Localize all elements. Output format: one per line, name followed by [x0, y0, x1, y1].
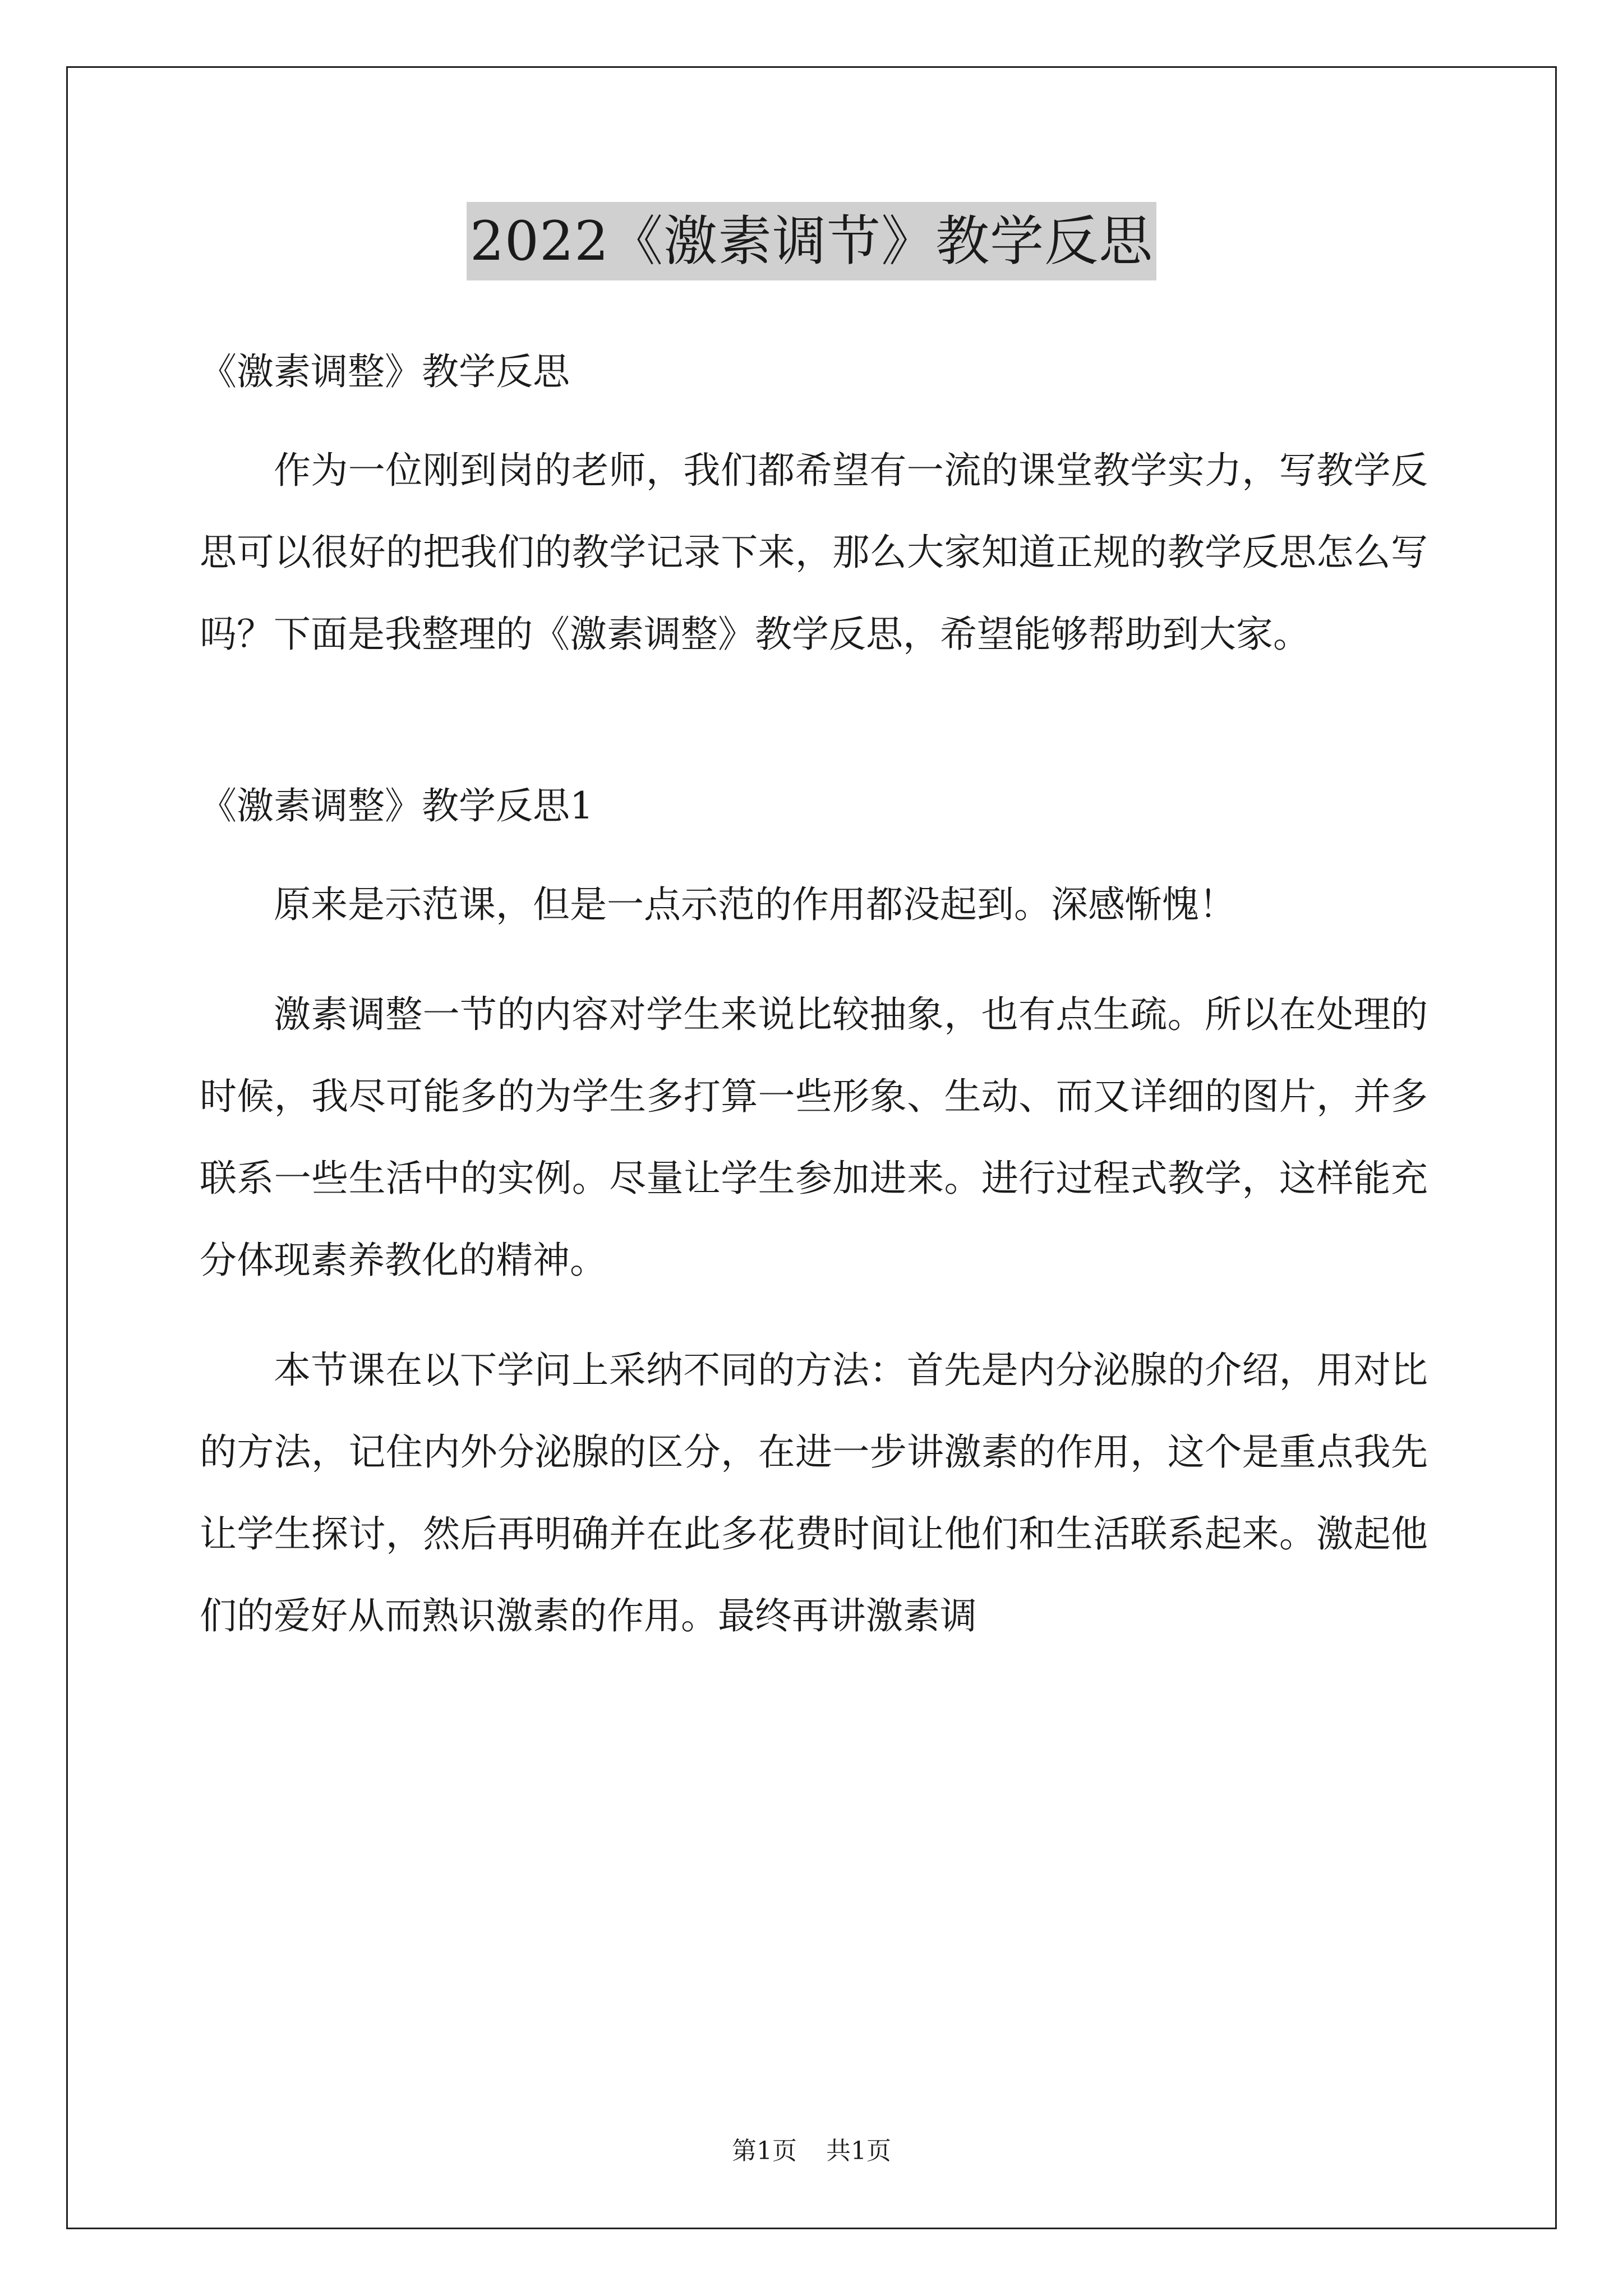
page-total: 共1页	[826, 2137, 891, 2165]
document-subtitle: 《激素调整》教学反思	[200, 350, 570, 393]
page-footer	[0, 2134, 1623, 2168]
page-number: 第1页	[732, 2137, 797, 2165]
intro-paragraph: 作为一位刚到岗的老师，我们都希望有一流的课堂教学实力，写教学反思可以很好的把我们的教学记录下来，那么大家知道正规的教学反思怎么写吗？下面是我整理的《激素调整》教学反思，希望能够帮助到大家。	[200, 449, 1428, 656]
body-paragraph: 激素调整一节的内容对学生来说比较抽象，也有点生疏。所以在处理的时候，我尽可能多的为学生多打算一些形象、生动、而又详细的图片，并多联系一些生活中的实例。尽量让学生参加进来。进行过程式教学，这样能充分体现素养教化的精神。	[200, 993, 1428, 1282]
body-paragraph: 本节课在以下学问上采纳不同的方法：首先是内分泌腺的介绍，用对比的方法，记住内外分泌腺的区分，在进一步讲激素的作用，这个是重点我先让学生探讨，然后再明确并在此多花费时间让他们和生活联系起来。激起他们的爱好从而熟识激素的作用。最终再讲激素调	[200, 1349, 1428, 1637]
document-title: 2022《激素调节》教学反思	[467, 202, 1156, 280]
section-heading: 《激素调整》教学反思1	[200, 784, 593, 827]
title-container	[0, 202, 1623, 280]
section-spacer	[200, 703, 1428, 765]
body-paragraph: 原来是示范课，但是一点示范的作用都没起到。深感惭愧！	[274, 883, 1236, 926]
document-body	[200, 331, 1428, 1685]
